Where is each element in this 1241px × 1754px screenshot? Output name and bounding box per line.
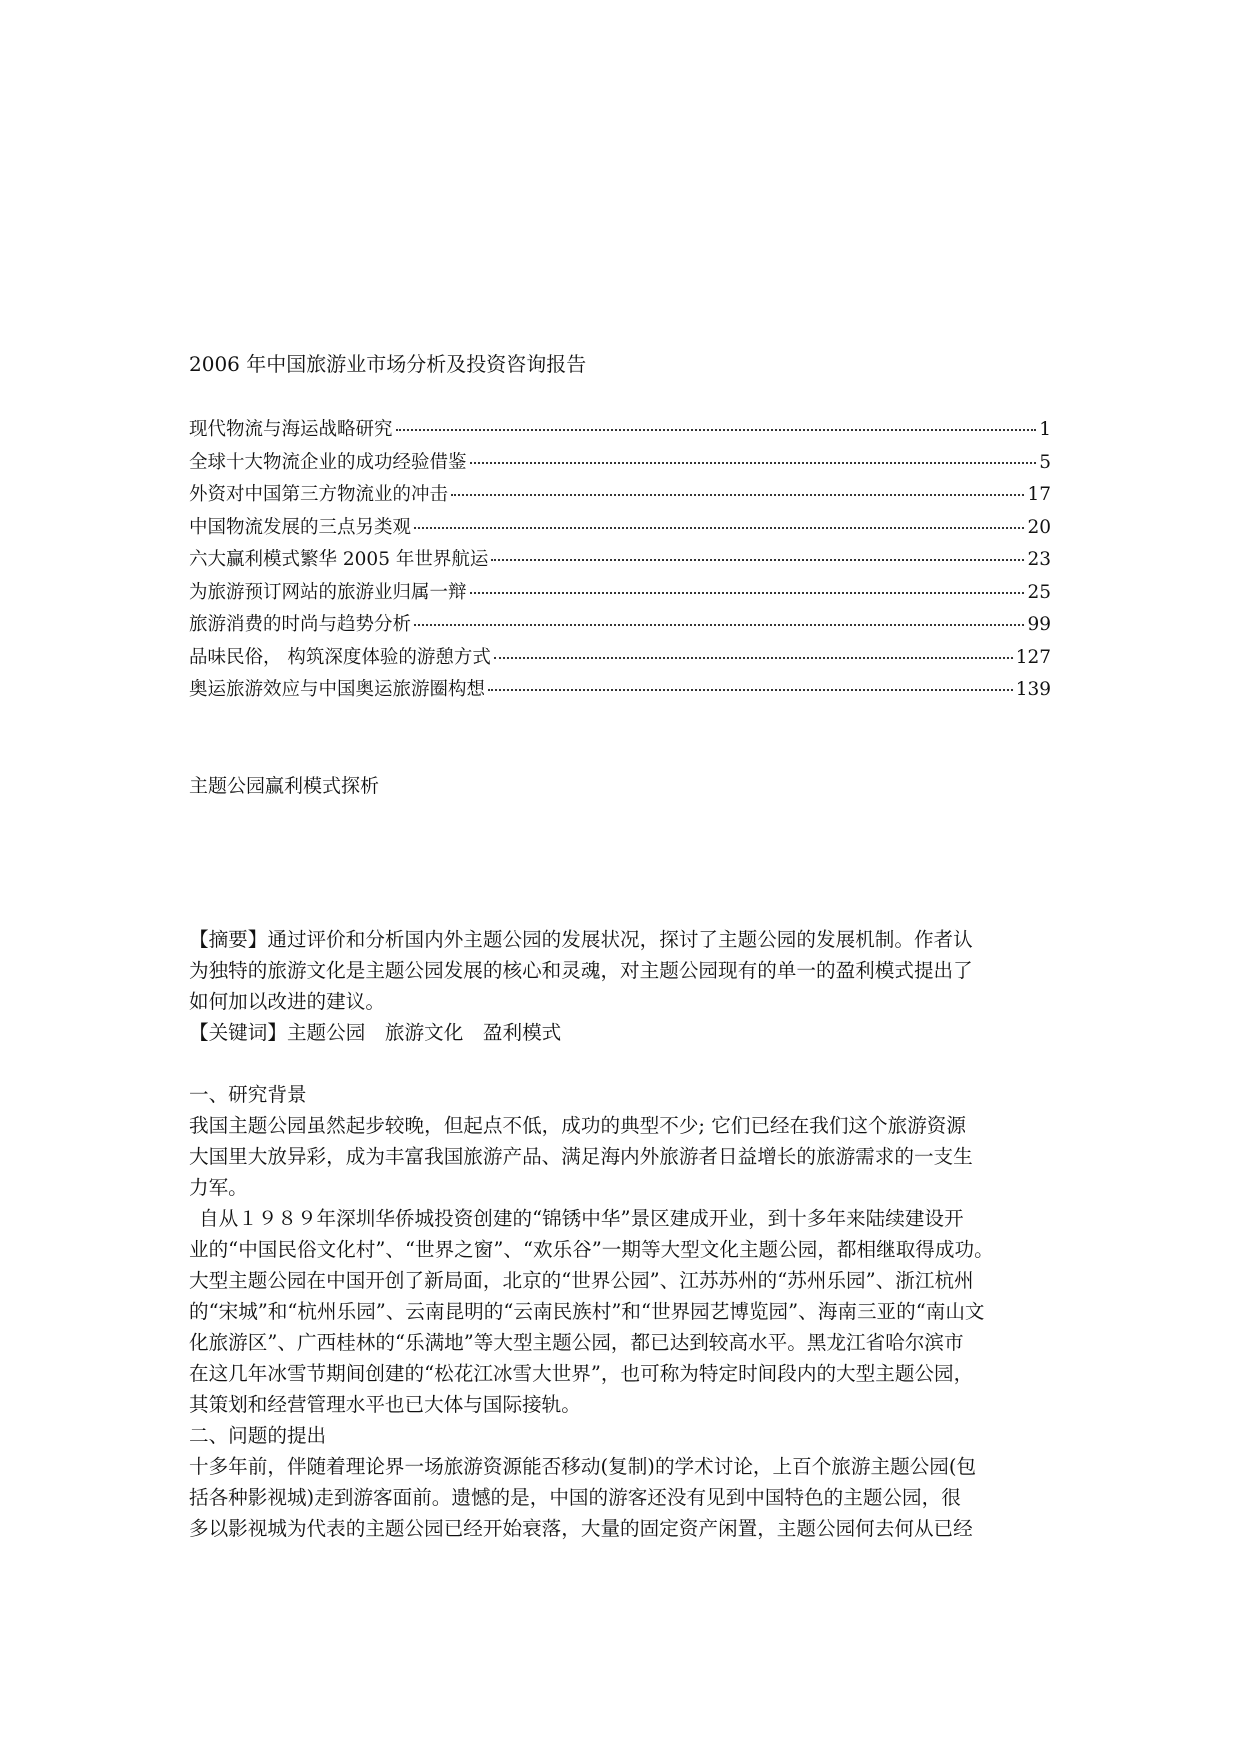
toc-entry[interactable] [189, 544, 1051, 577]
abstract-line: 如何加以改进的建议。 [189, 990, 385, 1013]
toc-entry-page: 25 [1027, 581, 1051, 603]
paragraph-line: 多以影视城为代表的主题公园已经开始衰落，大量的固定资产闲置，主题公园何去何从已经 [189, 1517, 973, 1540]
toc-leader-dots [470, 591, 1025, 594]
toc-entry-title: 奥运旅游效应与中国奥运旅游圈构想 [189, 679, 486, 700]
toc-entry-title: 六大赢利模式繁华 2005 年世界航运 [189, 549, 489, 570]
toc-entry-page: 1 [1039, 419, 1051, 440]
toc-entry-title: 现代物流与海运战略研究 [189, 419, 393, 440]
toc-entry-page: 139 [1015, 679, 1051, 700]
toc-leader-dots [396, 428, 1037, 431]
abstract-line: 【摘要】通过评价和分析国内外主题公园的发展状况，探讨了主题公园的发展机制。作者认 [189, 928, 973, 951]
toc-entry-page: 5 [1039, 451, 1051, 473]
toc-entry-title: 外资对中国第三方物流业的冲击 [189, 484, 449, 505]
paragraph-line: 括各种影视城)走到游客面前。遗憾的是，中国的游客还没有见到中国特色的主题公园，很 [189, 1486, 961, 1509]
toc-entry[interactable] [189, 642, 1051, 675]
toc-entry[interactable] [189, 414, 1051, 447]
section-title: 主题公园赢利模式探析 [189, 775, 380, 797]
keywords-line: 【关键词】主题公园 旅游文化 盈利模式 [189, 1021, 562, 1044]
toc-entry-page: 20 [1027, 516, 1051, 538]
heading-research-background: 一、研究背景 [189, 1083, 307, 1106]
toc-entry[interactable] [189, 577, 1051, 610]
toc-leader-dots [470, 461, 1037, 464]
toc-entry[interactable] [189, 609, 1051, 642]
toc-entry-page: 17 [1027, 484, 1051, 505]
toc-entry-title: 品味民俗， 构筑深度体验的游憩方式 [189, 646, 491, 668]
toc-leader-dots [494, 656, 1013, 659]
paragraph-line: 其策划和经营管理水平也已大体与国际接轨。 [189, 1393, 581, 1416]
toc-entry-page: 127 [1015, 646, 1051, 668]
toc-entry-page: 99 [1027, 614, 1051, 635]
abstract-line: 为独特的旅游文化是主题公园发展的核心和灵魂，对主题公园现有的单一的盈利模式提出了 [189, 959, 973, 982]
table-of-contents [189, 414, 1051, 707]
toc-entry[interactable] [189, 512, 1051, 545]
paragraph-line: 十多年前，伴随着理论界一场旅游资源能否移动(复制)的学术讨论，上百个旅游主题公园(包 [189, 1455, 977, 1478]
toc-leader-dots [488, 688, 1013, 691]
toc-entry[interactable] [189, 479, 1051, 512]
toc-entry-title: 旅游消费的时尚与趋势分析 [189, 614, 412, 635]
toc-leader-dots [491, 558, 1024, 561]
blank-line [189, 1048, 1055, 1079]
heading-problem-statement: 二、问题的提出 [189, 1424, 327, 1447]
toc-entry-title: 全球十大物流企业的成功经验借鉴 [189, 451, 467, 473]
toc-leader-dots [414, 526, 1024, 529]
paragraph-line: 大型主题公园在中国开创了新局面，北京的“世界公园”、江苏苏州的“苏州乐园”、浙江杭州 [189, 1269, 974, 1292]
toc-entry[interactable] [189, 447, 1051, 480]
paragraph-line: 自从１９８９年深圳华侨城投资创建的“锦锈中华”景区建成开业，到十多年来陆续建设开 [199, 1207, 964, 1230]
toc-leader-dots [414, 623, 1024, 626]
paragraph-line: 化旅游区”、广西桂林的“乐满地”等大型主题公园，都已达到较高水平。黑龙江省哈尔滨市 [189, 1331, 964, 1354]
paragraph-line: 大国里大放异彩，成为丰富我国旅游产品、满足海内外旅游者日益增长的旅游需求的一支生 [189, 1145, 973, 1168]
toc-entry-title: 中国物流发展的三点另类观 [189, 516, 412, 538]
toc-entry[interactable] [189, 674, 1051, 707]
toc-entry-page: 23 [1027, 549, 1051, 570]
paragraph-line: 的“宋城”和“杭州乐园”、云南昆明的“云南民族村”和“世界园艺博览园”、海南三亚的“南山文 [189, 1300, 985, 1323]
paragraph-line: 在这几年冰雪节期间创建的“松花江冰雪大世界”，也可称为特定时间段内的大型主题公园， [189, 1362, 974, 1385]
paragraph-line: 业的“中国民俗文化村”、“世界之窗”、“欢乐谷”一期等大型文化主题公园，都相继取得成功。 [189, 1238, 994, 1261]
body-text [189, 924, 1055, 1544]
toc-entry-title: 为旅游预订网站的旅游业归属一辩 [189, 581, 467, 603]
paragraph-line: 力军。 [189, 1176, 248, 1199]
paragraph-line: 我国主题公园虽然起步较晚，但起点不低，成功的典型不少; 它们已经在我们这个旅游资源 [189, 1114, 966, 1137]
document-title: 2006 年中国旅游业市场分析及投资咨询报告 [189, 352, 587, 376]
toc-leader-dots [451, 493, 1024, 496]
